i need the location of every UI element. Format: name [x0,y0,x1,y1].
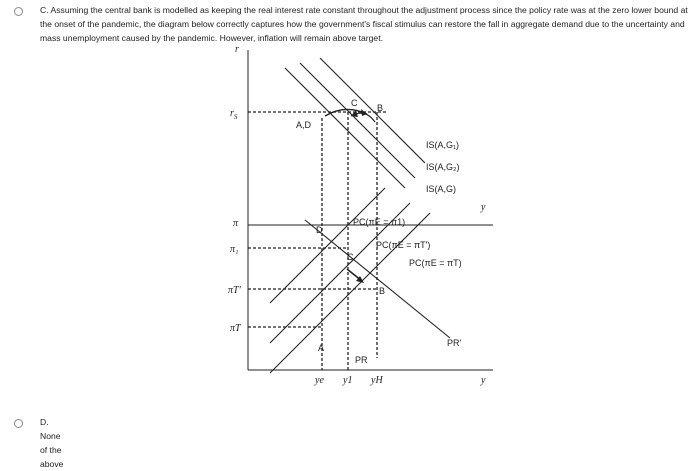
bottom-x-label: y [481,375,486,386]
y1-tick-label: y1 [343,375,353,386]
option-d-text: D. None of the above [40,417,64,469]
point-d-label: D [316,225,323,235]
pc-pit-prime-label: PC(πE = πT') [376,240,431,250]
point-ad-label: A,D [296,120,312,130]
arrow-head-icon [361,109,367,116]
pit-prime-label: πT' [228,285,241,296]
pr-prime-label: PR' [447,338,462,348]
yh-tick-label: yH [371,375,383,386]
pi-label: π [233,218,239,229]
is-curve-g2 [300,63,415,178]
is-rr-panel [230,44,493,225]
option-d-radio[interactable] [14,419,23,428]
pi1-label: π₁ [230,244,239,255]
top-x-label: y [481,202,486,213]
pc-curve-pit [270,213,430,373]
point-b-top-label: B [377,103,384,113]
pc-pr-panel [228,112,493,386]
is-pc-pr-diagram [225,38,500,388]
point-a-label: A [318,343,325,353]
is-g1-label: IS(A,G₁) [426,140,460,150]
point-c-top-label: C [351,98,358,108]
pc-pi1-label: PC(πE = π1) [353,217,406,227]
pit-label: πT [230,323,241,334]
is-g2-label: IS(A,G₂) [426,162,460,172]
pc-pit-label: PC(πE = πT) [409,258,462,268]
option-c-text: C. Assuming the central bank is modelled as keeping the real interest rate constant throughout the adjustment process since the policy rate was at the zero lower bound at the onset of the pandemic, the diagram below correctly captures how the government's fiscal stimulus can restore the fall in aggregate demand due to the uncertainty and mass unemployment caused by the pandemic. However, inflation will remain above target. [40,5,688,43]
point-c-label: C [347,252,354,262]
ye-tick-label: ye [315,375,324,386]
pr-label: PR [355,355,368,365]
rs-label: $r_S$ [230,108,238,121]
point-b-label: B [379,286,386,296]
option-c-radio[interactable] [14,7,23,16]
top-y-label: r [235,44,239,55]
is-g-label: IS(A,G) [426,184,457,194]
